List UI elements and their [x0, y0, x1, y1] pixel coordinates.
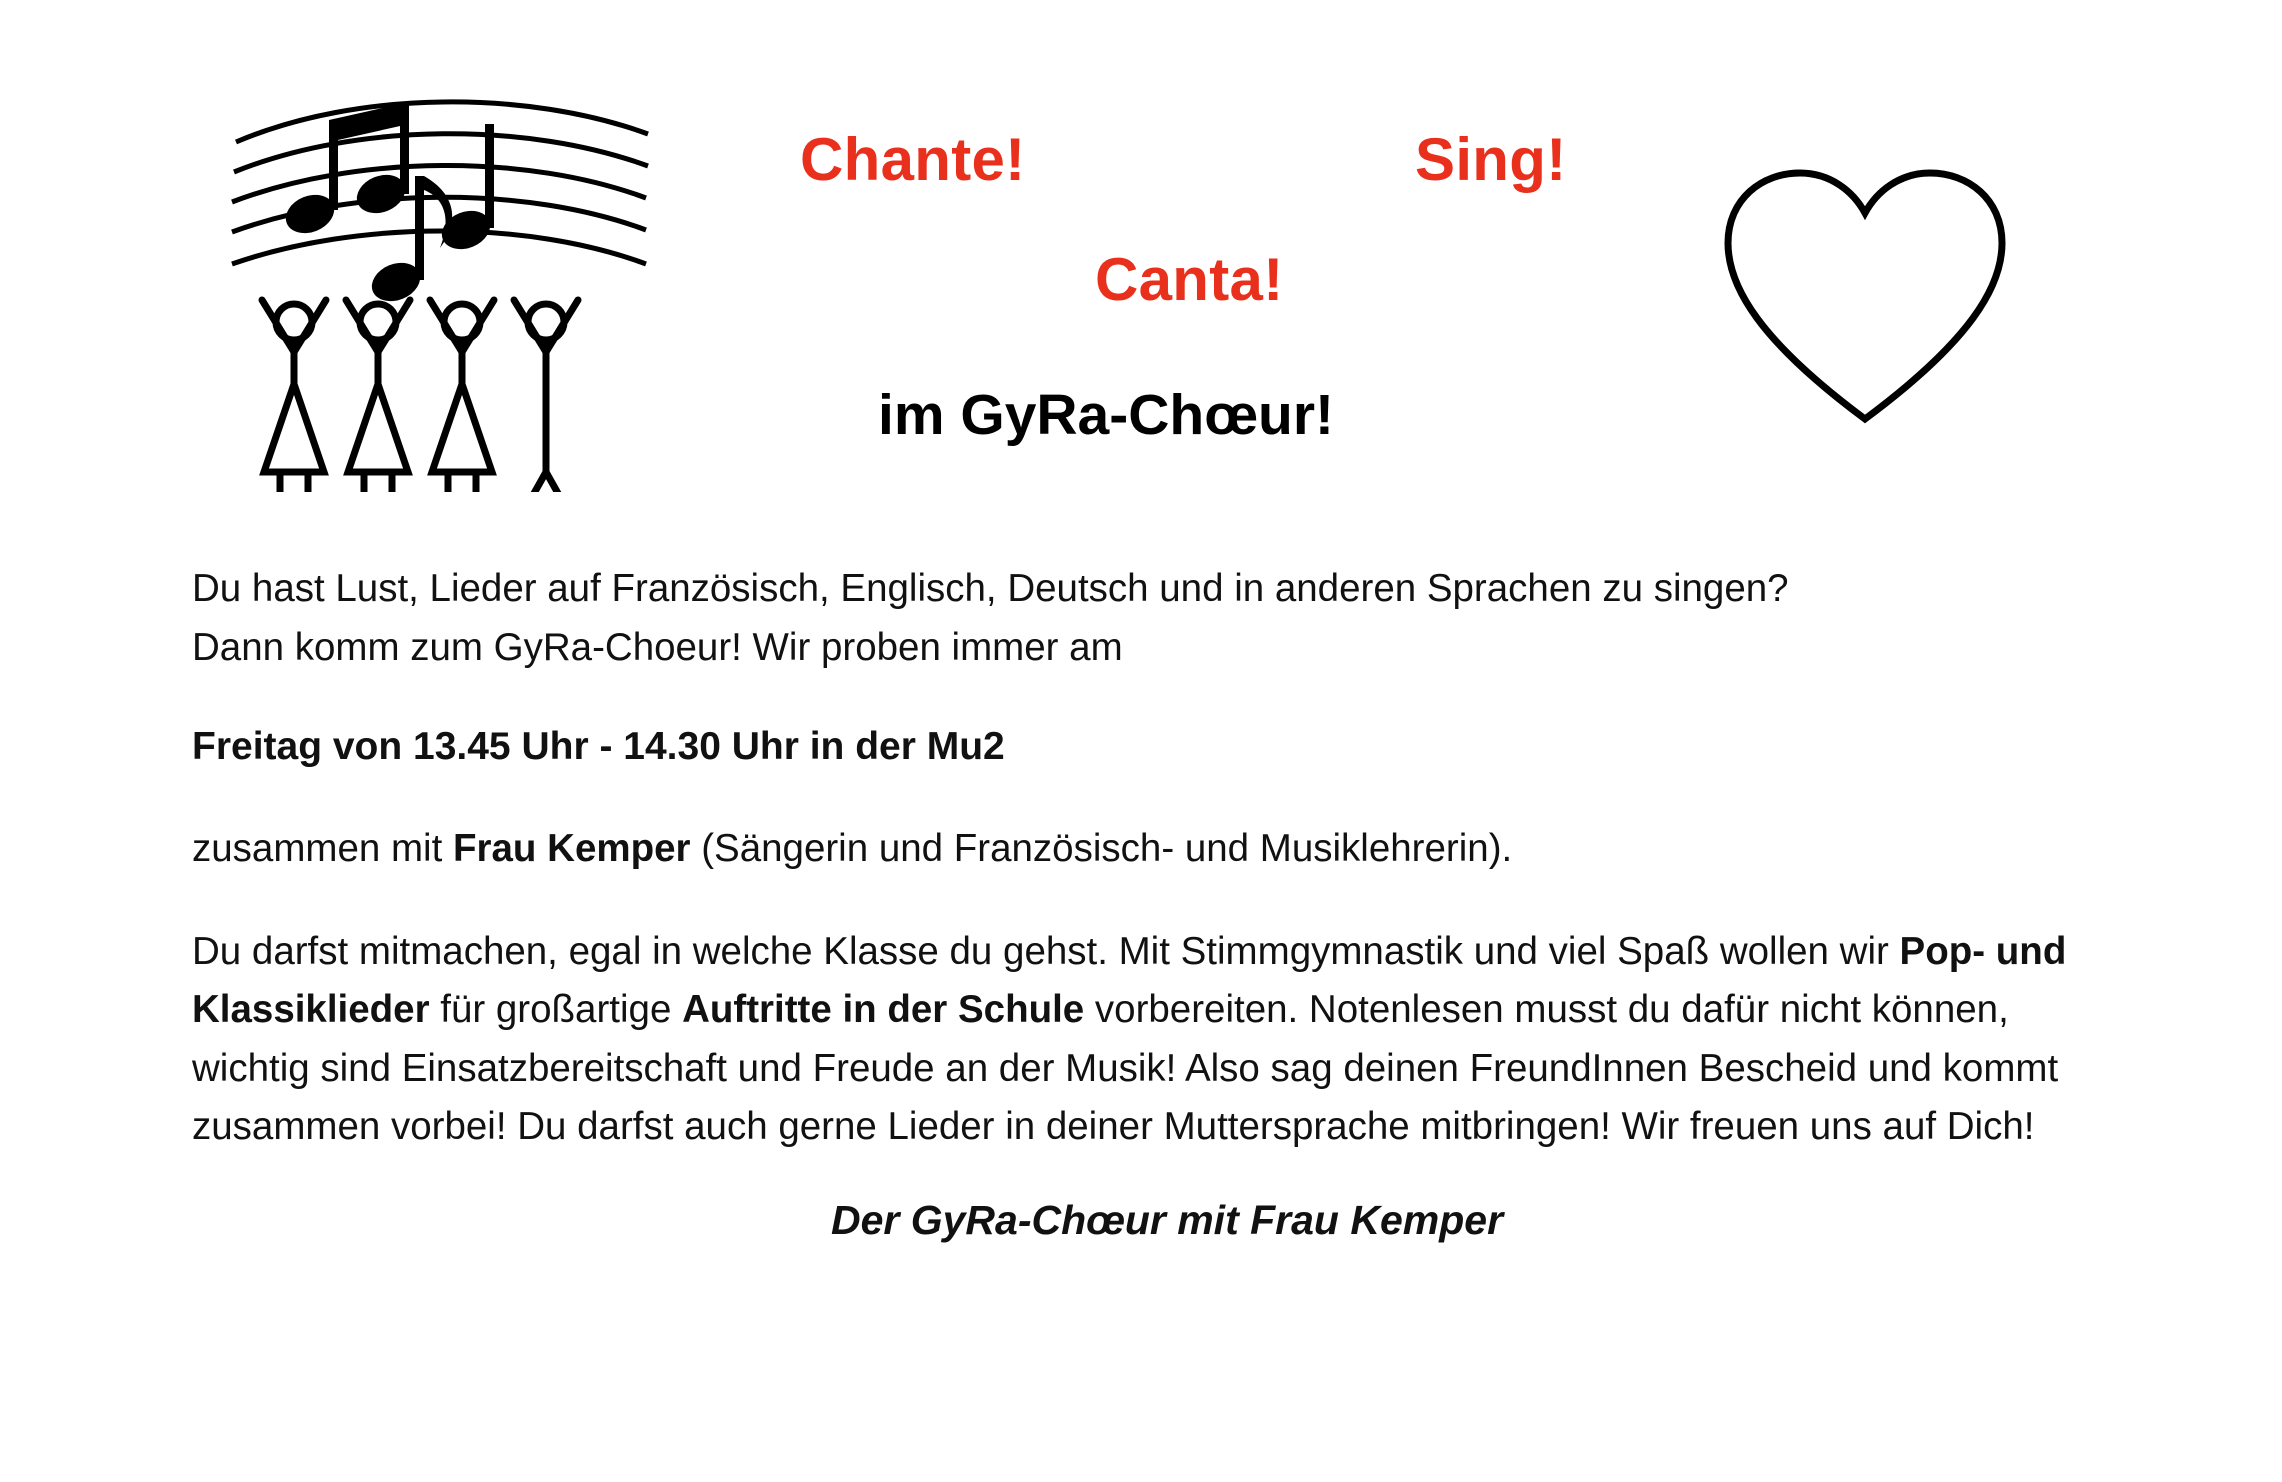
shout-canta: Canta! [1095, 246, 1284, 313]
signature: Der GyRa-Chœur mit Frau Kemper [830, 1196, 1504, 1243]
with-suffix: (Sängerin und Französisch- und Musiklehrerin). [690, 827, 1513, 871]
with-prefix: zusammen mit [192, 827, 454, 871]
heart-outline-icon [1720, 165, 2010, 435]
intro-line-2: Dann komm zum GyRa-Choeur! Wir proben immer am [192, 625, 1123, 669]
teacher-paragraph [192, 820, 2102, 879]
singing-choir-with-music-staff-icon [228, 72, 658, 492]
description-part-1: Du darfst mitmachen, egal in welche Klasse du gehst. Mit Stimmgymnastik und viel Spaß wollen wir [192, 929, 1900, 973]
page-title: im GyRa-Chœur! [878, 383, 1334, 447]
description-paragraph [192, 923, 2102, 1157]
shout-sing: Sing! [1415, 126, 1567, 193]
teacher-name: Frau Kemper [453, 827, 691, 871]
intro-line-1: Du hast Lust, Lieder auf Französisch, Englisch, Deutsch und in anderen Sprachen zu singen? [192, 567, 1789, 610]
rehearsal-time: Freitag von 13.45 Uhr - 14.30 Uhr in der Mu2 [192, 725, 1005, 769]
shout-chante: Chante! [800, 126, 1026, 193]
description-part-3: vorbereiten. Notenlesen musst du dafür nicht können, wichtig sind Einsatzbereitschaft und Freude an der Musik! Also sag deinen FreundInnen Bescheid und kommt zusammen vorbei! Du darfst auch gerne Lieder in deiner Muttersprache mitbringen! Wir freuen uns auf Dich! [192, 988, 2059, 1149]
description-bold-1: Pop- und Klassiklieder [192, 929, 2067, 1032]
description-part-2: für großartige [429, 988, 683, 1032]
poster-body [192, 560, 2102, 1251]
description-bold-2: Auftritte in der Schule [682, 988, 1085, 1032]
intro-paragraph [192, 560, 2102, 677]
poster-header [0, 0, 2282, 540]
